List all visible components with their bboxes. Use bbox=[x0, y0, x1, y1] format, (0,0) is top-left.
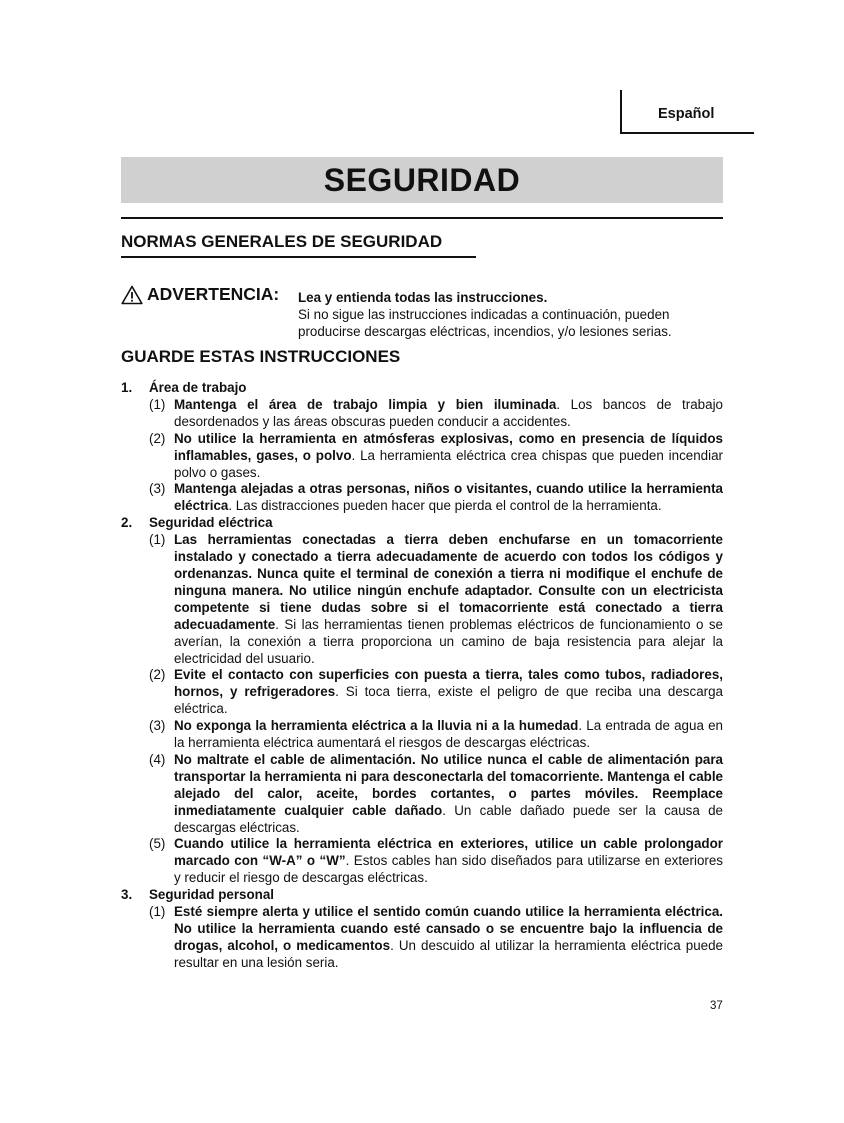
item-text: . Las distracciones pueden hacer que pierda el control de la herramienta. bbox=[228, 498, 662, 514]
item-number: (1) bbox=[149, 396, 166, 412]
title-underline bbox=[121, 217, 723, 219]
warning-body: Si no sigue las instrucciones indicadas a continuación, pueden producirse descargas eléctricas, incendios, y/o lesiones serias. bbox=[298, 307, 672, 339]
safety-item bbox=[149, 904, 723, 972]
item-text: . Los bancos de trabajo desordenados y las áreas obscuras pueden conducir a accidentes. bbox=[174, 396, 723, 429]
item-number: (4) bbox=[149, 751, 166, 767]
item-emphasis: Mantenga el área de trabajo limpia y bien iluminada bbox=[174, 396, 557, 412]
safety-item bbox=[149, 718, 723, 752]
category-number: 3. bbox=[121, 887, 133, 903]
save-instructions-heading: GUARDE ESTAS INSTRUCCIONES bbox=[121, 347, 401, 366]
item-emphasis: Cuando utilice la herramienta eléctrica en exteriores, utilice un cable prolongador marcado con “W-A” o “W” bbox=[174, 836, 723, 869]
warning-lead: Lea y entienda todas las instrucciones. bbox=[298, 290, 548, 305]
item-emphasis: Las herramientas conectadas a tierra deben enchufarse en un tomacorriente instalado y conectado a tierra adecuadamente de acuerdo con todos los códigos y ordenanzas. Nunca quite el terminal de conexión a tierra ni modifique el enchufe de ninguna manera. No utilice ningún enchufe adaptador. Consulte con un electricista competente si tiene dudas sobre si el tomacorriente está conectado a tierra adecuadamente bbox=[174, 532, 723, 632]
category-title: Seguridad personal bbox=[149, 887, 275, 903]
safety-item bbox=[149, 752, 723, 837]
safety-item bbox=[149, 481, 723, 515]
item-number: (3) bbox=[149, 718, 166, 734]
section-underline bbox=[121, 256, 476, 258]
warning-label-text: ADVERTENCIA: bbox=[147, 284, 280, 304]
warning-triangle-icon bbox=[121, 285, 143, 305]
safety-category bbox=[121, 515, 723, 887]
language-label: Español bbox=[658, 106, 715, 122]
language-tab bbox=[620, 90, 754, 134]
item-number: (3) bbox=[149, 481, 166, 497]
safety-item bbox=[149, 397, 723, 431]
page-title: SEGURIDAD bbox=[323, 162, 521, 198]
page-number: 37 bbox=[710, 1000, 723, 1012]
safety-category bbox=[121, 380, 723, 515]
section-title: NORMAS GENERALES DE SEGURIDAD bbox=[121, 232, 443, 251]
safety-rules-list bbox=[121, 380, 723, 972]
item-text: . Si toca tierra, existe el peligro de que reciba una descarga eléctrica. bbox=[174, 684, 723, 717]
item-number: (1) bbox=[149, 904, 166, 920]
item-text: . Un descuido al utilizar la herramienta eléctrica puede resultar en una lesión seria. bbox=[174, 937, 723, 970]
category-title: Área de trabajo bbox=[149, 380, 247, 395]
safety-item bbox=[149, 836, 723, 887]
item-emphasis: No exponga la herramienta eléctrica a la lluvia ni a la humedad bbox=[174, 718, 579, 734]
title-band bbox=[121, 157, 723, 203]
warning-label bbox=[121, 284, 279, 305]
category-number: 2. bbox=[121, 515, 133, 531]
item-number: (2) bbox=[149, 430, 166, 446]
category-title: Seguridad eléctrica bbox=[149, 515, 273, 531]
item-number: (5) bbox=[149, 836, 166, 852]
item-number: (1) bbox=[149, 532, 166, 548]
safety-item bbox=[149, 667, 723, 718]
item-emphasis: Mantenga alejadas a otras personas, niños o visitantes, cuando utilice la herramienta eléctrica bbox=[174, 481, 723, 514]
safety-category bbox=[121, 887, 723, 972]
item-text: . Estos cables han sido diseñados para utilizarse en exteriores y reducir el riesgo de descargas eléctricas. bbox=[174, 853, 723, 886]
item-text: . La entrada de agua en la herramienta eléctrica aumentará el riesgos de descargas eléctricas. bbox=[174, 718, 724, 751]
item-text: . Un cable dañado puede ser la causa de descargas eléctricas. bbox=[174, 802, 723, 835]
item-number: (2) bbox=[149, 667, 166, 683]
item-text: . Si las herramientas tienen problemas eléctricos de funcionamiento o se averían, la conexión a tierra proporciona un camino de baja resistencia para alejar la electricidad del usuario. bbox=[174, 616, 723, 666]
item-text: . La herramienta eléctrica crea chispas que pueden incendiar polvo o gases. bbox=[174, 447, 723, 480]
item-emphasis: Evite el contacto con superficies con puesta a tierra, tales como tubos, radiadores, hornos, y refrigeradores bbox=[174, 667, 723, 700]
item-emphasis: Esté siempre alerta y utilice el sentido común cuando utilice la herramienta eléctrica. No utilice la herramienta cuando esté cansado o se encuentre bajo la influencia de drogas, alcohol, o medicamentos bbox=[174, 904, 723, 953]
category-number: 1. bbox=[121, 380, 133, 395]
item-emphasis: No maltrate el cable de alimentación. No utilice nunca el cable de alimentación para transportar la herramienta ni para desconectarla del tomacorriente. Mantenga el cable alejado del calor, aceite, bordes cortantes, o partes móviles. Reemplace inmediatamente cualquier cable dañado bbox=[174, 751, 723, 818]
safety-item bbox=[149, 532, 723, 667]
item-emphasis: No utilice la herramienta en atmósferas explosivas, como en presencia de líquidos inflamables, gases, o polvo bbox=[174, 430, 723, 463]
safety-item bbox=[149, 431, 723, 482]
warning-text bbox=[298, 289, 723, 340]
